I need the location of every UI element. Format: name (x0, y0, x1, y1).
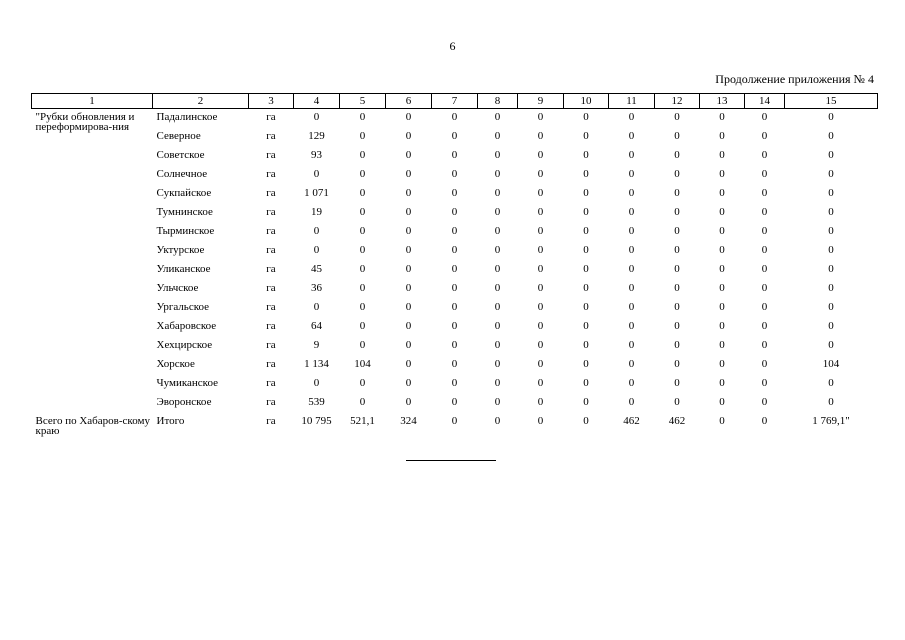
value-cell: 0 (359, 339, 366, 351)
value-cell: 0 (674, 168, 680, 180)
value-cell: 0 (674, 187, 680, 199)
value-cell: 0 (674, 358, 680, 370)
value-cell: га (266, 111, 276, 123)
value-cell: 0 (494, 111, 501, 123)
value-cell: га (266, 149, 276, 161)
value-cell: 539 (308, 396, 325, 408)
value-cell: 0 (451, 244, 458, 256)
value-cell: 0 (583, 301, 589, 313)
value-cell: 0 (494, 244, 501, 256)
column-header: 12 (655, 94, 700, 109)
total-value-cell: 462 (623, 415, 640, 427)
value-cell: 0 (761, 187, 768, 199)
value-cell: 0 (583, 263, 589, 275)
column-header: 9 (518, 94, 564, 109)
value-cell: 0 (828, 263, 834, 275)
value-cell: 0 (537, 130, 544, 142)
value-cell: 0 (405, 396, 412, 408)
value-cell: 0 (405, 187, 412, 199)
value-cell: 0 (674, 206, 680, 218)
value-cell: 0 (674, 282, 680, 294)
value-cell: 0 (537, 320, 544, 332)
table-row (32, 299, 878, 318)
area-name-cell: Эворонское (156, 396, 212, 408)
area-name-cell: Северное (156, 130, 201, 142)
total-value-cell: 0 (451, 415, 458, 427)
value-cell: 0 (828, 282, 834, 294)
value-cell: 9 (313, 339, 320, 351)
column-header: 15 (785, 94, 878, 109)
value-cell: га (266, 339, 276, 351)
value-cell: 0 (828, 206, 834, 218)
value-cell: 0 (761, 320, 768, 332)
value-cell: 0 (719, 111, 725, 123)
value-cell: 0 (674, 396, 680, 408)
value-cell: 0 (451, 168, 458, 180)
table-row (32, 280, 878, 299)
total-value-cell: 0 (494, 415, 501, 427)
value-cell: 0 (628, 396, 635, 408)
total-value-cell: 0 (537, 415, 544, 427)
value-cell: 0 (719, 225, 725, 237)
value-cell: 0 (628, 358, 635, 370)
value-cell: 0 (583, 339, 589, 351)
value-cell: 0 (719, 130, 725, 142)
value-cell: 0 (719, 320, 725, 332)
value-cell: 0 (359, 301, 366, 313)
value-cell: 0 (359, 187, 366, 199)
value-cell: 36 (311, 282, 322, 294)
value-cell: га (266, 377, 276, 389)
value-cell: 0 (537, 301, 544, 313)
value-cell: 0 (719, 263, 725, 275)
value-cell: 129 (308, 130, 325, 142)
value-cell: 0 (583, 396, 589, 408)
value-cell: 0 (828, 111, 834, 123)
value-cell: 0 (313, 301, 320, 313)
value-cell: 0 (761, 149, 768, 161)
value-cell: 0 (761, 396, 768, 408)
value-cell: 0 (313, 244, 320, 256)
value-cell: 0 (405, 225, 412, 237)
footer-rule (406, 460, 496, 461)
column-header: 1 (32, 94, 153, 109)
value-cell: 0 (359, 282, 366, 294)
table-row (32, 337, 878, 356)
value-cell: 0 (451, 225, 458, 237)
area-name-cell: Сукпайское (156, 187, 212, 199)
value-cell: 0 (674, 111, 680, 123)
value-cell: 0 (628, 377, 635, 389)
column-header: 4 (294, 94, 340, 109)
value-cell: га (266, 244, 276, 256)
value-cell: 0 (405, 244, 412, 256)
value-cell: 0 (537, 206, 544, 218)
total-name-cell: Итого (156, 415, 185, 427)
table-row (32, 223, 878, 242)
value-cell: 0 (583, 282, 589, 294)
value-cell: 0 (719, 168, 725, 180)
value-cell: 104 (822, 358, 840, 370)
value-cell: 0 (359, 320, 366, 332)
value-cell: 104 (354, 358, 371, 370)
value-cell: га (266, 282, 276, 294)
value-cell: 0 (828, 149, 834, 161)
value-cell: 0 (537, 244, 544, 256)
value-cell: 0 (674, 339, 680, 351)
value-cell: 0 (761, 111, 768, 123)
value-cell: 0 (494, 263, 501, 275)
value-cell: 0 (628, 282, 635, 294)
value-cell: 0 (761, 301, 768, 313)
column-header: 3 (249, 94, 294, 109)
value-cell: 0 (537, 187, 544, 199)
value-cell: 0 (674, 263, 680, 275)
value-cell: 0 (719, 339, 725, 351)
value-cell: га (266, 168, 276, 180)
value-cell: 0 (359, 206, 366, 218)
value-cell: 0 (537, 282, 544, 294)
table-row (32, 261, 878, 280)
column-header: 13 (700, 94, 745, 109)
value-cell: 0 (494, 206, 501, 218)
value-cell: 0 (451, 111, 458, 123)
value-cell: 0 (359, 130, 366, 142)
value-cell: 0 (451, 339, 458, 351)
value-cell: 0 (494, 301, 501, 313)
value-cell: 0 (828, 339, 834, 351)
value-cell: 0 (451, 263, 458, 275)
value-cell: 0 (761, 377, 768, 389)
value-cell: 0 (761, 130, 768, 142)
value-cell: 0 (405, 339, 412, 351)
value-cell: 0 (828, 396, 834, 408)
area-name-cell: Уликанское (156, 263, 211, 275)
value-cell: 0 (828, 168, 834, 180)
column-header: 8 (478, 94, 518, 109)
total-value-cell: 1 769,1" (812, 415, 850, 427)
value-cell: 0 (583, 244, 589, 256)
total-value-cell: 0 (719, 415, 725, 427)
value-cell: 0 (828, 130, 834, 142)
value-cell: 0 (451, 358, 458, 370)
value-cell: 0 (451, 187, 458, 199)
table-row (32, 185, 878, 204)
value-cell: 0 (537, 358, 544, 370)
header-row (32, 94, 878, 109)
column-header: 10 (564, 94, 609, 109)
value-cell: 0 (719, 149, 725, 161)
value-cell: 0 (313, 168, 320, 180)
value-cell: 0 (583, 168, 589, 180)
total-value-cell: га (266, 415, 276, 427)
table-row (32, 394, 878, 413)
value-cell: 0 (583, 358, 589, 370)
value-cell: 0 (359, 263, 366, 275)
area-name-cell: Падалинское (156, 111, 218, 123)
column-header: 14 (745, 94, 785, 109)
value-cell: 0 (405, 130, 412, 142)
value-cell: 0 (828, 320, 834, 332)
value-cell: 0 (583, 320, 589, 332)
value-cell: 0 (719, 301, 725, 313)
area-name-cell: Ургальское (156, 301, 210, 313)
area-name-cell: Чумиканское (156, 377, 218, 389)
value-cell: 0 (674, 301, 680, 313)
value-cell: 0 (405, 320, 412, 332)
value-cell: 0 (828, 187, 834, 199)
value-cell: 0 (405, 263, 412, 275)
value-cell: 0 (537, 168, 544, 180)
value-cell: га (266, 225, 276, 237)
value-cell: 0 (828, 244, 834, 256)
value-cell: 0 (451, 130, 458, 142)
area-name-cell: Уктурское (156, 244, 205, 256)
value-cell: га (266, 301, 276, 313)
value-cell: 0 (405, 149, 412, 161)
value-cell: 0 (451, 320, 458, 332)
value-cell: 0 (494, 149, 501, 161)
value-cell: 0 (451, 396, 458, 408)
value-cell: 0 (494, 320, 501, 332)
value-cell: 0 (359, 396, 366, 408)
value-cell: 0 (719, 396, 725, 408)
value-cell: 0 (628, 149, 635, 161)
total-value-cell: 521,1 (350, 415, 375, 427)
value-cell: 45 (311, 263, 322, 275)
value-cell: 0 (359, 168, 366, 180)
value-cell: 0 (761, 225, 768, 237)
value-cell: 0 (451, 282, 458, 294)
column-header: 11 (609, 94, 655, 109)
value-cell: га (266, 206, 276, 218)
value-cell: га (266, 130, 276, 142)
value-cell: 0 (628, 206, 635, 218)
area-name-cell: Хабаровское (156, 320, 217, 332)
value-cell: 0 (494, 282, 501, 294)
total-value-cell: 0 (761, 415, 768, 427)
value-cell: га (266, 358, 276, 370)
value-cell: 0 (719, 187, 725, 199)
value-cell: 0 (628, 111, 635, 123)
value-cell: 0 (583, 187, 589, 199)
value-cell: 0 (761, 168, 768, 180)
value-cell: 0 (494, 187, 501, 199)
table-row (32, 375, 878, 394)
value-cell: 0 (451, 149, 458, 161)
value-cell: 1 071 (304, 187, 329, 199)
value-cell: 0 (405, 206, 412, 218)
value-cell: 0 (761, 358, 768, 370)
column-header: 7 (432, 94, 478, 109)
value-cell: 0 (359, 377, 366, 389)
value-cell: 0 (628, 301, 635, 313)
total-label-cell: Всего по Хабаров-скому краю (35, 415, 150, 437)
value-cell: 0 (628, 187, 635, 199)
value-cell: 0 (674, 320, 680, 332)
column-header: 5 (340, 94, 386, 109)
total-value-cell: 10 795 (301, 415, 332, 427)
value-cell: 0 (761, 339, 768, 351)
value-cell: 0 (537, 263, 544, 275)
value-cell: 0 (359, 225, 366, 237)
value-cell: 0 (719, 206, 725, 218)
value-cell: га (266, 320, 276, 332)
value-cell: 19 (311, 206, 322, 218)
value-cell: 0 (537, 377, 544, 389)
column-header: 6 (386, 94, 432, 109)
value-cell: 0 (583, 130, 589, 142)
value-cell: 0 (761, 282, 768, 294)
value-cell: 0 (451, 377, 458, 389)
category-cell: "Рубки обновления и переформирова-ния (35, 111, 135, 133)
table-row (32, 109, 878, 129)
area-name-cell: Солнечное (156, 168, 208, 180)
table-row (32, 204, 878, 223)
total-row (32, 413, 878, 436)
value-cell: 0 (761, 206, 768, 218)
value-cell: 0 (828, 301, 834, 313)
value-cell: 0 (359, 244, 366, 256)
value-cell: 0 (537, 225, 544, 237)
value-cell: 0 (761, 263, 768, 275)
value-cell: 0 (494, 130, 501, 142)
value-cell: 0 (313, 225, 320, 237)
value-cell: 0 (674, 149, 680, 161)
area-name-cell: Советское (156, 149, 205, 161)
value-cell: 0 (761, 244, 768, 256)
value-cell: 0 (583, 225, 589, 237)
table-row (32, 147, 878, 166)
value-cell: 0 (719, 377, 725, 389)
value-cell: 0 (628, 263, 635, 275)
page-number: 6 (449, 39, 456, 53)
value-cell: 0 (583, 149, 589, 161)
value-cell: 0 (451, 301, 458, 313)
table-row (32, 318, 878, 337)
value-cell: 0 (628, 320, 635, 332)
table-row (32, 242, 878, 261)
value-cell: 0 (583, 111, 589, 123)
table-row (32, 356, 878, 375)
value-cell: 0 (494, 339, 501, 351)
area-name-cell: Хорское (156, 358, 195, 370)
value-cell: 0 (674, 225, 680, 237)
value-cell: 0 (313, 111, 320, 123)
column-header: 2 (153, 94, 249, 109)
value-cell: 0 (405, 168, 412, 180)
value-cell: 0 (674, 244, 680, 256)
total-value-cell: 462 (668, 415, 686, 427)
value-cell: 0 (537, 339, 544, 351)
value-cell: 0 (719, 358, 725, 370)
value-cell: 0 (494, 358, 501, 370)
value-cell: 0 (828, 377, 834, 389)
value-cell: 0 (451, 206, 458, 218)
value-cell: 0 (494, 225, 501, 237)
area-name-cell: Ульчское (156, 282, 199, 294)
value-cell: га (266, 396, 276, 408)
value-cell: 0 (405, 358, 412, 370)
value-cell: 0 (405, 282, 412, 294)
value-cell: 0 (628, 339, 635, 351)
value-cell: 0 (537, 396, 544, 408)
value-cell: 0 (313, 377, 320, 389)
value-cell: 0 (628, 225, 635, 237)
value-cell: 0 (494, 168, 501, 180)
value-cell: 0 (494, 396, 501, 408)
value-cell: 0 (674, 377, 680, 389)
table-row (32, 166, 878, 185)
value-cell: 0 (405, 377, 412, 389)
value-cell: 0 (628, 244, 635, 256)
value-cell: 0 (719, 282, 725, 294)
value-cell: 1 134 (304, 358, 329, 370)
table-row (32, 128, 878, 147)
value-cell: 0 (628, 168, 635, 180)
data-table (31, 93, 878, 436)
value-cell: 0 (719, 244, 725, 256)
total-value-cell: 0 (583, 415, 589, 427)
value-cell: 0 (537, 149, 544, 161)
value-cell: га (266, 187, 276, 199)
area-name-cell: Тырминское (156, 225, 215, 237)
value-cell: 0 (537, 111, 544, 123)
value-cell: 93 (311, 149, 322, 161)
value-cell: 64 (311, 320, 322, 332)
value-cell: 0 (494, 377, 501, 389)
value-cell: 0 (405, 301, 412, 313)
value-cell: 0 (359, 111, 366, 123)
value-cell: 0 (405, 111, 412, 123)
area-name-cell: Хехцирское (156, 339, 213, 351)
value-cell: га (266, 263, 276, 275)
continuation-label: Продолжение приложения № 4 (715, 72, 874, 86)
area-name-cell: Тумнинское (156, 206, 213, 218)
value-cell: 0 (583, 206, 589, 218)
total-value-cell: 324 (400, 415, 417, 427)
value-cell: 0 (359, 149, 366, 161)
value-cell: 0 (674, 130, 680, 142)
value-cell: 0 (828, 225, 834, 237)
value-cell: 0 (583, 377, 589, 389)
value-cell: 0 (628, 130, 635, 142)
